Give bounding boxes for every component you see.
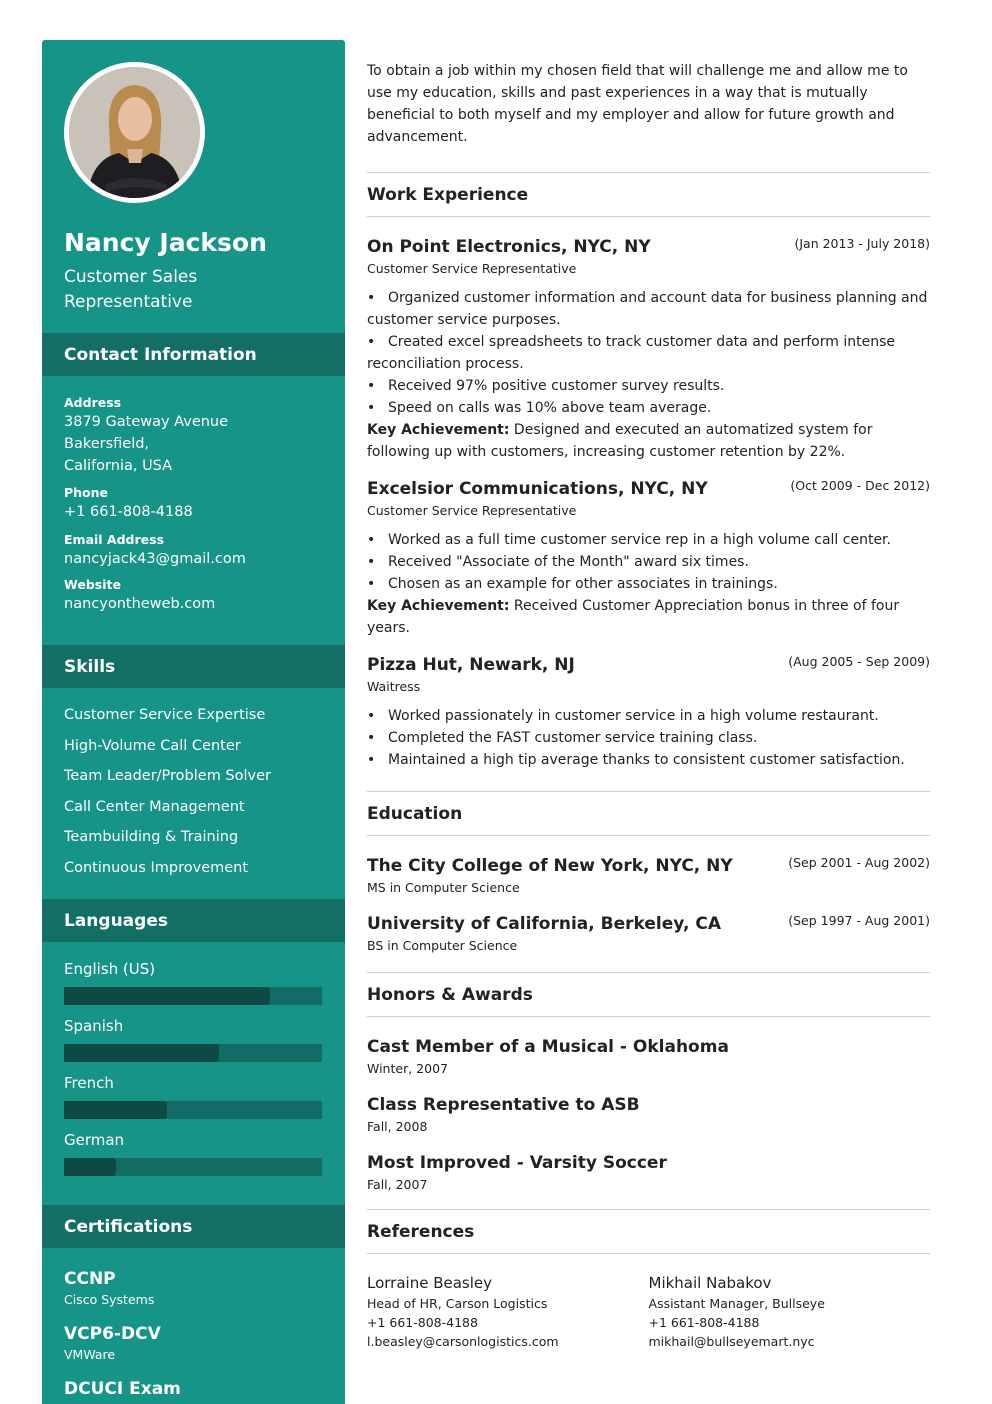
- profile-name: Nancy Jackson: [64, 228, 267, 257]
- job-bullet: • Received 97% positive customer survey results.: [367, 378, 725, 394]
- honor-date: Fall, 2007: [367, 1177, 428, 1192]
- honor-date: Fall, 2008: [367, 1119, 428, 1134]
- school-name: The City College of New York, NYC, NY: [367, 856, 733, 876]
- email-value[interactable]: nancyjack43@gmail.com: [64, 551, 246, 567]
- reference-name: Lorraine Beasley: [367, 1274, 493, 1292]
- job-company: Pizza Hut, Newark, NJ: [367, 655, 575, 675]
- language-level-fill: [64, 1158, 116, 1176]
- job-bullet: • Completed the FAST customer service training class.: [367, 730, 758, 746]
- language-level-fill: [64, 1101, 167, 1119]
- language-item: [64, 957, 334, 1014]
- job-entry: [367, 653, 930, 771]
- address-label: Address: [64, 395, 122, 410]
- skill-item: Continuous Improvement: [64, 859, 249, 876]
- job-bullet: • Maintained a high tip average thanks to consistent customer satisfaction.: [367, 752, 905, 768]
- key-achievement: Key Achievement: Received Customer Appreciation bonus in three of four years.: [367, 598, 900, 636]
- language-name: French: [64, 1074, 114, 1092]
- certification-item: [64, 1377, 334, 1401]
- certification-issuer: VMWare: [64, 1347, 116, 1362]
- job-entry: [367, 477, 930, 639]
- job-bullet: • Organized customer information and account data for business planning and customer service purposes.: [367, 290, 928, 328]
- contact-info: [64, 389, 334, 615]
- language-name: Spanish: [64, 1017, 124, 1035]
- reference-email[interactable]: mikhail@bullseyemart.nyc: [648, 1334, 815, 1349]
- education-dates: (Sep 1997 - Aug 2001): [788, 913, 930, 928]
- language-name: English (US): [64, 960, 156, 978]
- skill-item: Teambuilding & Training: [64, 829, 239, 845]
- skills-list: [64, 700, 334, 883]
- honor-title: Class Representative to ASB: [367, 1095, 640, 1115]
- certification-item: [64, 1322, 334, 1364]
- certification-name: CCNP: [64, 1269, 116, 1289]
- reference-phone: +1 661-808-4188: [648, 1315, 760, 1330]
- job-bullet: • Worked passionately in customer service in a high volume restaurant.: [367, 708, 879, 724]
- job-bullet: • Chosen as an example for other associates in trainings.: [367, 576, 778, 592]
- reference-title: Assistant Manager, Bullseye: [648, 1296, 825, 1311]
- education-entry: [367, 854, 930, 898]
- honor-entry: [367, 1151, 930, 1195]
- honor-entry: [367, 1093, 930, 1137]
- reference-title: Head of HR, Carson Logistics: [367, 1296, 548, 1311]
- language-item: [64, 1071, 334, 1128]
- phone-value: +1 661-808-4188: [64, 504, 193, 520]
- phone-label: Phone: [64, 485, 109, 500]
- reference-item: [367, 1272, 649, 1351]
- job-company: On Point Electronics, NYC, NY: [367, 237, 651, 257]
- school-name: University of California, Berkeley, CA: [367, 914, 722, 934]
- references-heading: References: [367, 1209, 930, 1254]
- language-item: [64, 1014, 334, 1071]
- job-bullet: • Created excel spreadsheets to track customer data and perform intense reconciliation process.: [367, 334, 895, 372]
- certification-item: [64, 1267, 334, 1309]
- profile-title: Customer Sales Representative: [64, 267, 198, 312]
- job-bullet: • Worked as a full time customer service rep in a high volume call center.: [367, 532, 891, 548]
- certifications-heading: Certifications: [42, 1205, 345, 1248]
- language-level-bar: [64, 1158, 322, 1176]
- references-list: [367, 1272, 930, 1351]
- address-line: Bakersfield,: [64, 436, 150, 452]
- language-level-bar: [64, 987, 322, 1005]
- certification-name: DCUCI Exam: [64, 1379, 181, 1399]
- objective: To obtain a job within my chosen field that will challenge me and allow me to use my education, skills and past experiences in a way that is mutually beneficial to both myself and my employer and allow for future growth and advancement.: [367, 63, 908, 145]
- work-heading: Work Experience: [367, 172, 930, 217]
- job-bullet: • Speed on calls was 10% above team average.: [367, 400, 712, 416]
- job-role: Customer Service Representative: [367, 261, 577, 276]
- language-name: German: [64, 1131, 125, 1149]
- skill-item: Team Leader/Problem Solver: [64, 768, 271, 784]
- email-label: Email Address: [64, 532, 165, 547]
- education-entry: [367, 912, 930, 956]
- honors-heading: Honors & Awards: [367, 972, 930, 1017]
- reference-name: Mikhail Nabakov: [648, 1274, 772, 1292]
- reference-email[interactable]: l.beasley@carsonlogistics.com: [367, 1334, 559, 1349]
- languages-heading: Languages: [42, 899, 345, 942]
- job-role: Customer Service Representative: [367, 503, 577, 518]
- skills-heading: Skills: [42, 645, 345, 688]
- education-dates: (Sep 2001 - Aug 2002): [788, 855, 930, 870]
- certifications-list: [64, 1267, 334, 1404]
- key-achievement: Key Achievement: Designed and executed an automatized system for following up with customers, increasing customer retention by 22%.: [367, 422, 873, 460]
- sidebar: [42, 40, 345, 1404]
- language-level-fill: [64, 987, 270, 1005]
- honor-title: Cast Member of a Musical - Oklahoma: [367, 1037, 729, 1057]
- skill-item: High-Volume Call Center: [64, 737, 241, 754]
- language-item: [64, 1128, 334, 1185]
- honor-title: Most Improved - Varsity Soccer: [367, 1153, 667, 1173]
- education-heading: Education: [367, 791, 930, 836]
- degree: MS in Computer Science: [367, 880, 520, 895]
- job-bullet: • Received "Associate of the Month" award six times.: [367, 554, 749, 570]
- address-line: California, USA: [64, 458, 173, 474]
- job-company: Excelsior Communications, NYC, NY: [367, 479, 708, 499]
- contact-heading: Contact Information: [42, 333, 345, 376]
- job-entry: [367, 235, 930, 463]
- language-level-bar: [64, 1044, 322, 1062]
- languages-list: [64, 957, 334, 1185]
- language-level-bar: [64, 1101, 322, 1119]
- reference-phone: +1 661-808-4188: [367, 1315, 478, 1330]
- degree: BS in Computer Science: [367, 938, 518, 953]
- honor-date: Winter, 2007: [367, 1061, 448, 1076]
- profile-photo: [64, 62, 205, 203]
- job-dates: (Oct 2009 - Dec 2012): [790, 478, 930, 493]
- certification-name: VCP6-DCV: [64, 1324, 161, 1344]
- job-dates: (Jan 2013 - July 2018): [794, 236, 930, 251]
- website-value[interactable]: nancyontheweb.com: [64, 596, 216, 612]
- honor-entry: [367, 1035, 930, 1079]
- language-level-fill: [64, 1044, 219, 1062]
- main-content: [367, 60, 930, 1351]
- skill-item: Customer Service Expertise: [64, 707, 266, 723]
- reference-item: [649, 1272, 931, 1351]
- skill-item: Call Center Management: [64, 798, 245, 815]
- job-dates: (Aug 2005 - Sep 2009): [788, 654, 930, 669]
- job-role: Waitress: [367, 679, 421, 694]
- certification-issuer: Cisco Systems: [64, 1292, 155, 1307]
- address-line: 3879 Gateway Avenue: [64, 414, 229, 430]
- website-label: Website: [64, 577, 121, 592]
